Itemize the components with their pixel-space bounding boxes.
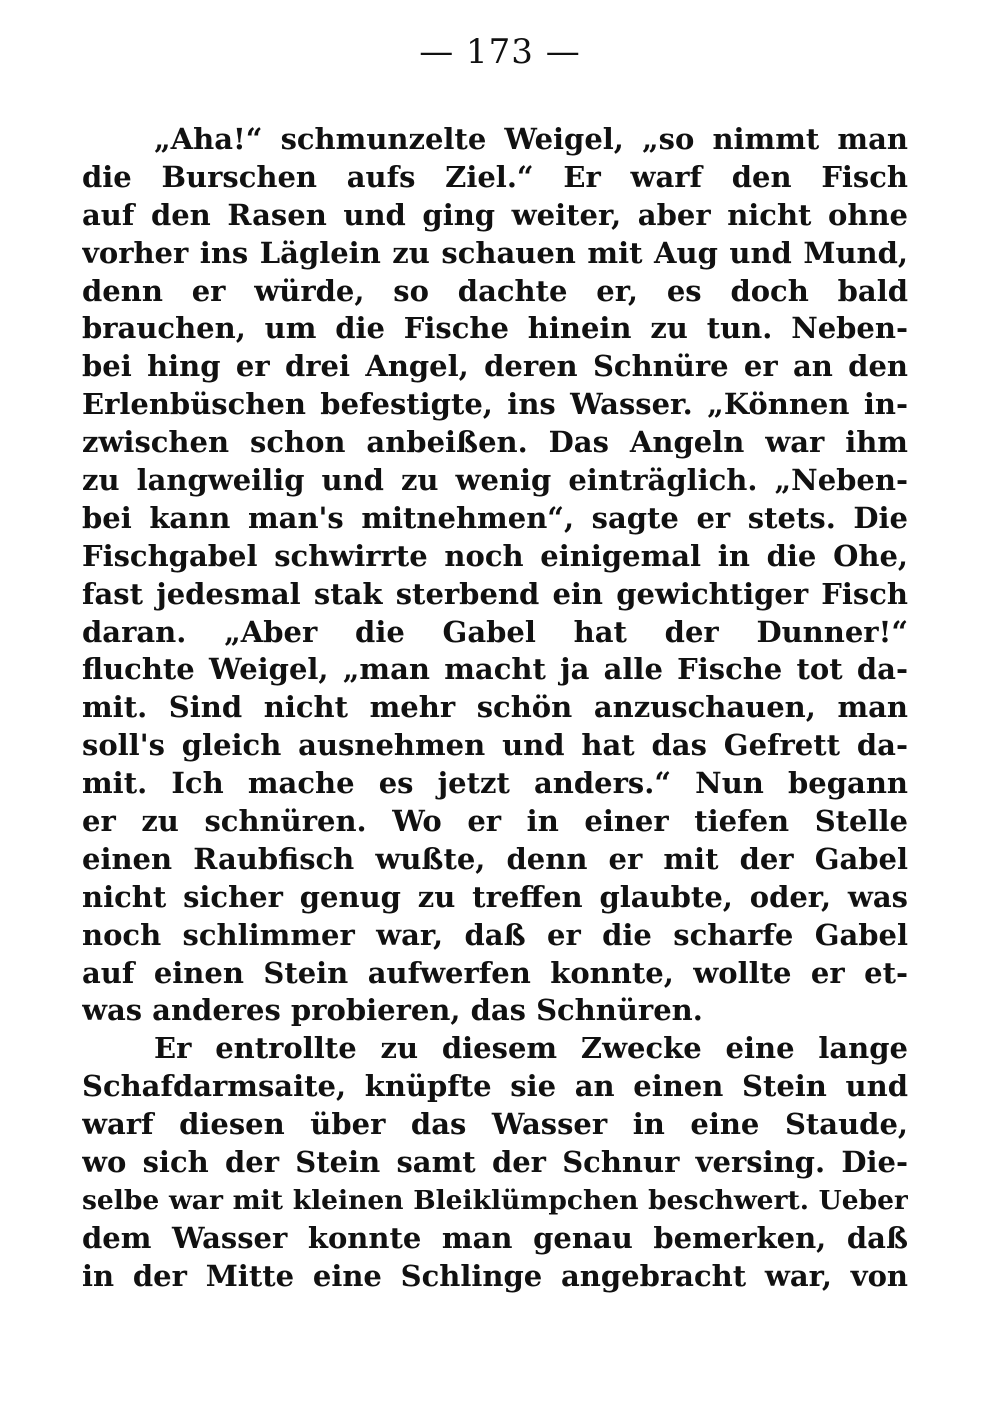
- text-line: Erlenbüschen befestigte, ins Wasser. „Können in-: [82, 387, 908, 422]
- text-line: bei hing er drei Angel, deren Schnüre er an den: [82, 349, 908, 384]
- text-line: einen Raubfisch wußte, denn er mit der Gabel: [82, 841, 908, 876]
- text-line: Fischgabel schwirrte noch einigemal in die Ohe,: [82, 538, 908, 573]
- text-line: auf den Rasen und ging weiter, aber nicht ohne: [82, 197, 908, 232]
- page-number: — 173 —: [419, 32, 581, 72]
- text-line: auf einen Stein aufwerfen konnte, wollte er et-: [82, 955, 908, 990]
- text-line: fast jedesmal stak sterbend ein gewichtiger Fisch: [82, 576, 908, 611]
- text-line: warf diesen über das Wasser in eine Staude,: [82, 1107, 908, 1142]
- text-line: zu langweilig und zu wenig einträglich. „Neben-: [82, 463, 908, 498]
- text-line: soll's gleich ausnehmen und hat das Gefrett da-: [82, 728, 908, 763]
- text-line: in der Mitte eine Schlinge angebracht war, von: [82, 1258, 908, 1293]
- text-line: noch schlimmer war, daß er die scharfe Gabel: [82, 917, 908, 952]
- text-line: bei kann man's mitnehmen“, sagte er stets. Die: [82, 500, 908, 535]
- text-line: brauchen, um die Fische hinein zu tun. Neben-: [82, 311, 908, 346]
- body-text: [82, 121, 908, 1296]
- text-line: vorher ins Läglein zu schauen mit Aug und Mund,: [82, 235, 908, 270]
- text-line: denn er würde, so dachte er, es doch bald: [82, 273, 908, 308]
- text-line: zwischen schon anbeißen. Das Angeln war ihm: [82, 425, 908, 460]
- text-line: mit. Ich mache es jetzt anders.“ Nun begann: [82, 766, 908, 801]
- text-line: nicht sicher genug zu treffen glaubte, oder, was: [82, 879, 908, 914]
- text-line: daran. „Aber die Gabel hat der Dunner!“: [82, 614, 908, 649]
- text-line: wo sich der Stein samt der Schnur versing. Die-: [82, 1145, 908, 1180]
- text-line: selbe war mit kleinen Bleiklümpchen beschwert. Ueber: [82, 1184, 908, 1216]
- text-line: er zu schnüren. Wo er in einer tiefen Stelle: [82, 804, 908, 839]
- text-line: dem Wasser konnte man genau bemerken, daß: [82, 1220, 908, 1255]
- text-line: fluchte Weigel, „man macht ja alle Fische tot da-: [82, 652, 908, 687]
- text-line: die Burschen aufs Ziel.“ Er warf den Fisch: [82, 159, 908, 194]
- text-line: Schafdarmsaite, knüpfte sie an einen Stein und: [82, 1069, 908, 1104]
- text-line: mit. Sind nicht mehr schön anzuschauen, man: [82, 690, 908, 725]
- text-line: „Aha!“ schmunzelte Weigel, „so nimmt man: [154, 122, 908, 156]
- text-line: Er entrollte zu diesem Zwecke eine lange: [154, 1031, 908, 1066]
- text-line: was anderes probieren, das Schnüren.: [82, 993, 703, 1028]
